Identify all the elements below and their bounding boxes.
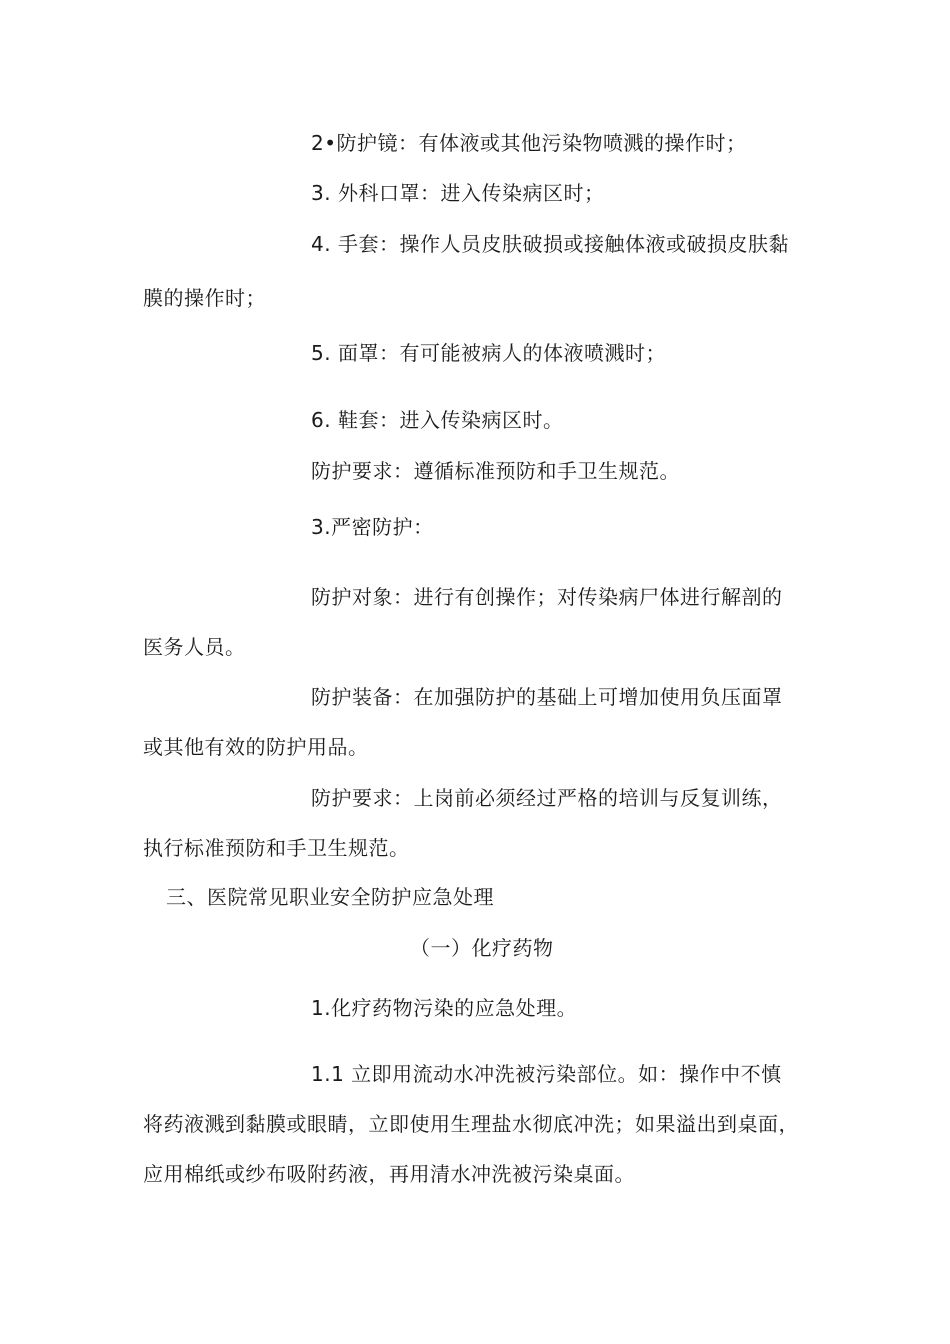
line-protection-requirement-2-continued: 执行标准预防和手卫生规范。 (143, 836, 410, 860)
subsection-heading-chemotherapy: （一）化疗药物 (410, 936, 554, 960)
section-heading-emergency-handling: 三、医院常见职业安全防护应急处理 (166, 885, 494, 909)
line-protection-equipment: 防护装备：在加强防护的基础上可增加使用负压面罩 (311, 685, 783, 709)
line-protection-requirement-2: 防护要求：上岗前必须经过严格的培训与反复训练， (311, 786, 783, 810)
line-gloves: 4. 手套：操作人员皮肤破损或接触体液或破损皮肤黏 (311, 232, 789, 256)
line-gloves-continued: 膜的操作时； (143, 286, 266, 310)
line-protection-requirement-1: 防护要求：遵循标准预防和手卫生规范。 (311, 459, 680, 483)
line-rinse-procedure-end: 应用棉纸或纱布吸附药液，再用清水冲洗被污染桌面。 (143, 1162, 635, 1186)
line-rinse-procedure: 1.1 立即用流动水冲洗被污染部位。如：操作中不慎 (311, 1062, 782, 1086)
heading-contamination-handling: 1.化疗药物污染的应急处理。 (311, 996, 578, 1020)
heading-strict-protection: 3.严密防护： (311, 515, 434, 539)
line-rinse-procedure-continued: 将药液溅到黏膜或眼睛，立即使用生理盐水彻底冲洗；如果溢出到桌面， (143, 1112, 799, 1136)
line-surgical-mask: 3. 外科口罩：进入传染病区时； (311, 181, 605, 205)
line-protection-equipment-continued: 或其他有效的防护用品。 (143, 735, 369, 759)
line-face-shield: 5. 面罩：有可能被病人的体液喷溅时； (311, 341, 666, 365)
line-shoe-covers: 6. 鞋套：进入传染病区时。 (311, 408, 564, 432)
line-protection-target: 防护对象：进行有创操作；对传染病尸体进行解剖的 (311, 585, 783, 609)
line-protection-target-continued: 医务人员。 (143, 635, 246, 659)
line-protective-goggles: 2•防护镜：有体液或其他污染物喷溅的操作时； (311, 131, 747, 155)
